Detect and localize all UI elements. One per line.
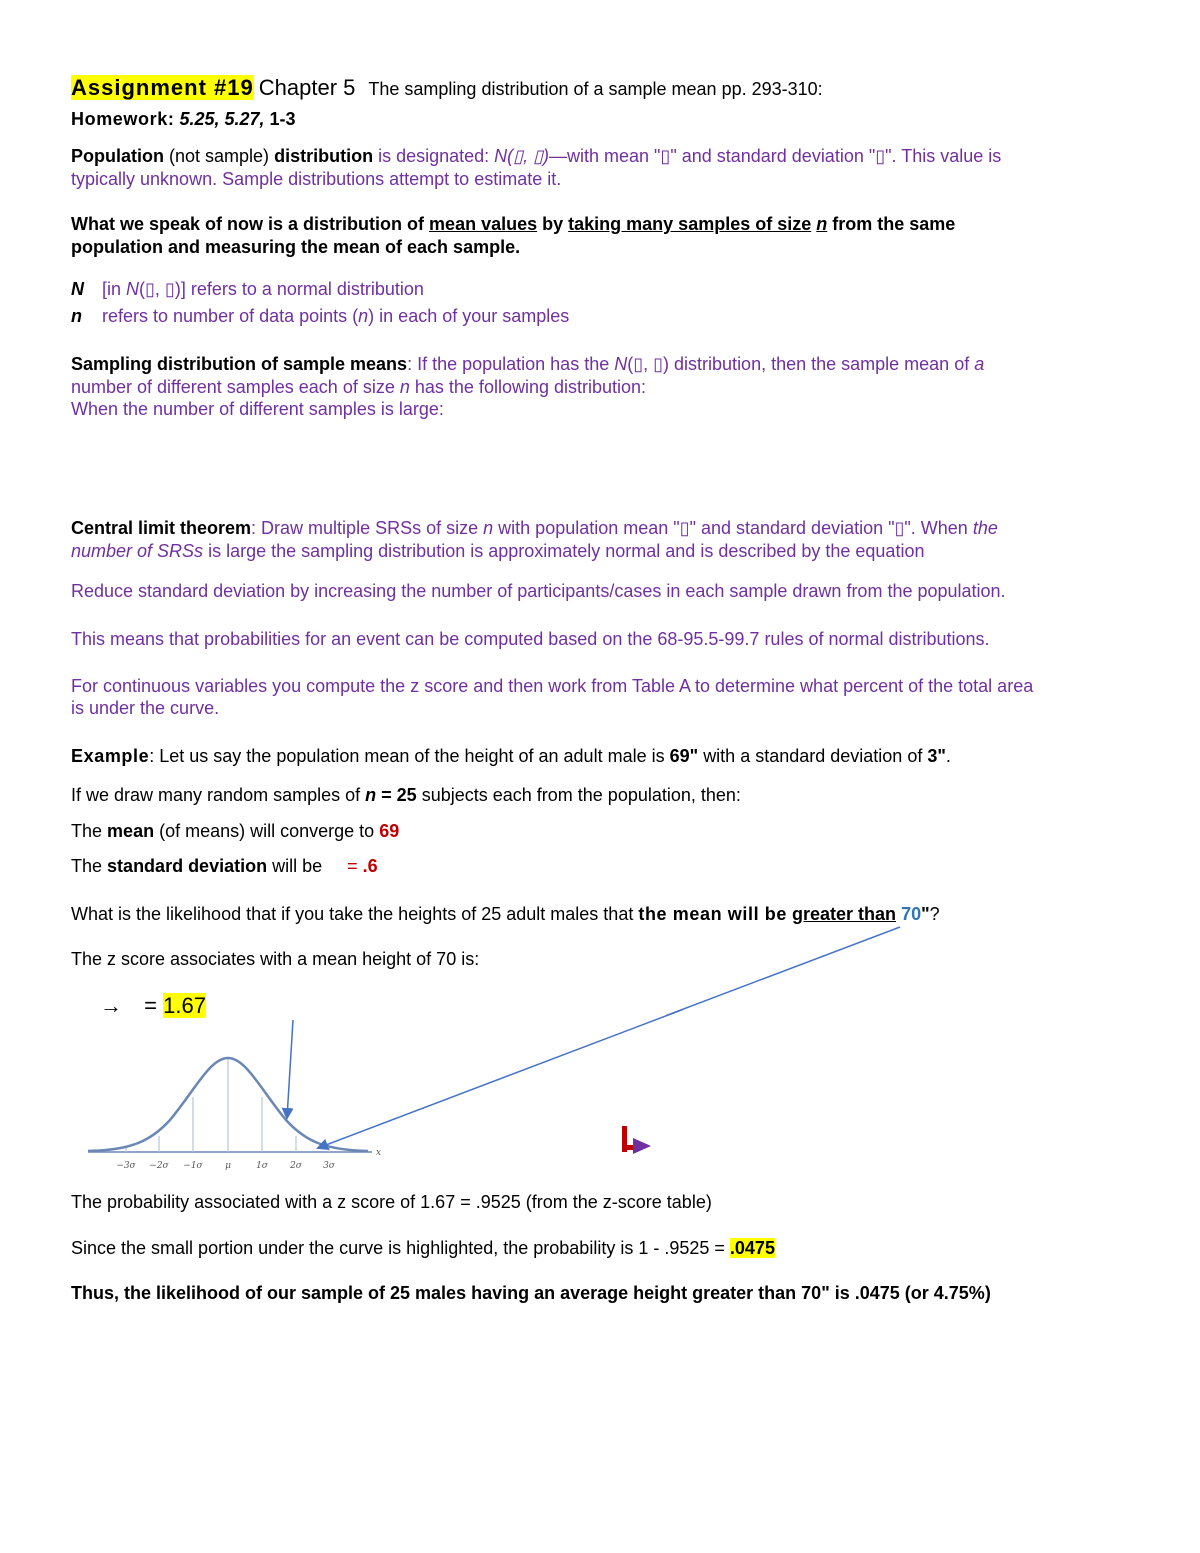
zscore-result: → = 1.67 [100, 993, 206, 1018]
tick-label: 2σ [290, 1161, 302, 1171]
conclusion-line: Thus, the likelihood of our sample of 25 males having an average height greater than 70" is .0475 (or 4.75%) [71, 1283, 991, 1303]
sigma-lines [126, 1058, 329, 1152]
question-line: What is the likelihood that if you take the heights of 25 adult males that the mean will be greater than 70"? [71, 904, 940, 924]
normal-curve-figure [0, 1010, 1200, 1175]
means-paragraph: This means that probabilities for an event can be computed based on the 68-95.5-99.7 rules of normal distributions. [71, 629, 990, 649]
greater-than-arrow [318, 1010, 900, 1148]
tick-label: μ [225, 1161, 231, 1171]
zscore-line: The z score associates with a mean height of 70 is: [71, 949, 480, 969]
homework-line: Homework: 5.25, 5.27, 1-3 [71, 109, 296, 129]
assignment-number: Assignment #19 [71, 75, 254, 100]
speak-line-1: What we speak of now is a distribution of mean values by taking many samples of size n from the same [71, 214, 956, 234]
reduce-paragraph: Reduce standard deviation by increasing the number of participants/cases in each sample drawn from the population. [71, 581, 1006, 601]
population-line-1: Population (not sample) distribution is designated: N(▯, ▯)—with mean "▯" and standard deviation "▯". This value is [71, 146, 1002, 166]
sampling-line-3: When the number of different samples is large: [71, 399, 444, 419]
def-n: n refers to number of data points (n) in each of your samples [71, 306, 570, 326]
tick-label: 3σ [323, 1161, 335, 1171]
since-line: Since the small portion under the curve is highlighted, the probability is 1 - .9525 = .0475 [71, 1238, 775, 1258]
chapter-subtitle: The sampling distribution of a sample mean pp. 293-310: [368, 79, 823, 99]
population-line-2: typically unknown. Sample distributions attempt to estimate it. [71, 169, 562, 189]
assignment-title [71, 77, 823, 100]
tick-label: −3σ [116, 1161, 136, 1171]
x-axis-label: x [376, 1148, 382, 1158]
example-line: Example: Let us say the population mean of the height of an adult male is 69" with a standard deviation of 3". [71, 746, 951, 766]
continuous-line-2: is under the curve. [71, 698, 220, 718]
tick-label: −1σ [183, 1161, 203, 1171]
tick-label: −2σ [149, 1161, 169, 1171]
def-N: N [in N(▯, ▯)] refers to a normal distribution [71, 279, 424, 299]
continuous-line-1: For continuous variables you compute the z score and then work from Table A to determine what percent of the total area [71, 676, 1034, 696]
clt-line-1: Central limit theorem: Draw multiple SRSs of size n with population mean "▯" and standard deviation "▯". When the [71, 518, 998, 538]
clt-line-2: number of SRSs is large the sampling distribution is approximately normal and is described by the equation [71, 541, 925, 561]
sampling-line-1: Sampling distribution of sample means: If the population has the N(▯, ▯) distribution, then the sample mean of a [71, 354, 985, 374]
turn-arrow-icon [622, 1126, 651, 1154]
sd-line: The standard deviation will be = .6 [71, 856, 378, 876]
arrow-extension [0, 920, 1200, 1015]
sampling-line-2: number of different samples each of size n has the following distribution: [71, 377, 647, 397]
draw-line: If we draw many random samples of n = 25 subjects each from the population, then: [71, 785, 741, 805]
probability-line: The probability associated with a z score of 1.67 = .9525 (from the z-score table) [71, 1192, 712, 1212]
right-arrow-icon: → [100, 993, 122, 1018]
speak-line-2: population and measuring the mean of each sample. [71, 237, 521, 257]
chapter-label: Chapter 5 [258, 75, 356, 100]
tick-label: 1σ [256, 1161, 268, 1171]
mean-line: The mean (of means) will converge to 69 [71, 821, 400, 841]
zscore-arrow [287, 1020, 293, 1118]
